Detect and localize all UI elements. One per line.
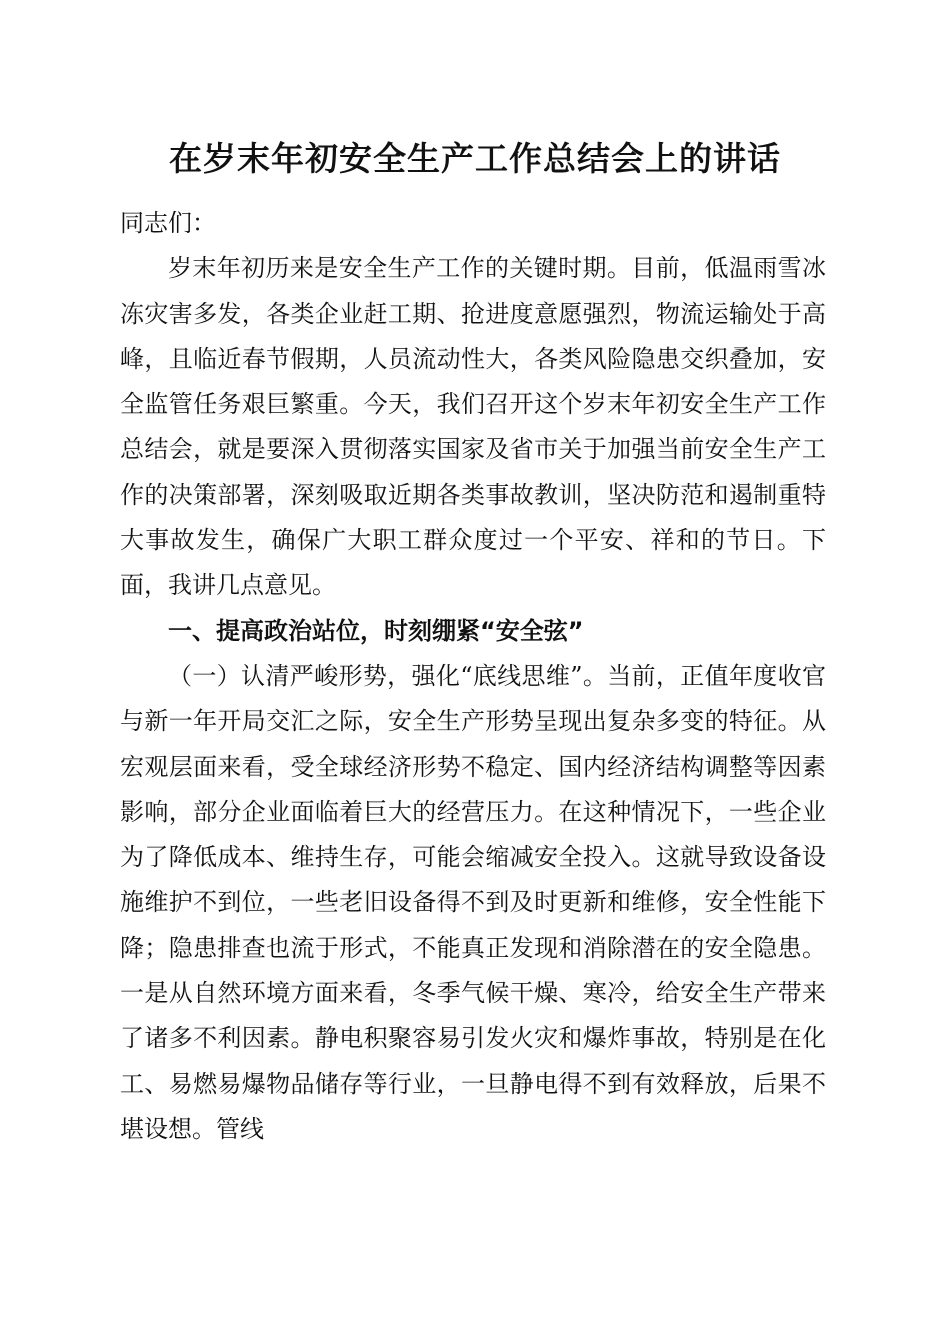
subsection-lead-1: （一）认清严峻形势，强化“底线思维”。 bbox=[168, 661, 608, 690]
subsection-text-1: 当前，正值年度收官与新一年开局交汇之际，安全生产形势呈现出复杂多变的特征。从宏观层面来看，受全球经济形势不稳定、国内经济结构调整等因素影响，部分企业面临着巨大的经营压力。在这种情况下，一些企业为了降低成本、维持生存，可能会缩减安全投入。这就导致设备设施维护不到位，一些老旧设备得不到及时更新和维修，安全性能下降；隐患排查也流于形式，不能真正发现和消除潜在的安全隐患。一是从自然环境方面来看，冬季气候干燥、寒冷，给安全生产带来了诸多不利因素。静电积聚容易引发火灾和爆炸事故，特别是在化工、易燃易爆物品储存等行业，一旦静电得不到有效释放，后果不堪设想。管线 bbox=[120, 661, 827, 1143]
intro-paragraph: 岁末年初历来是安全生产工作的关键时期。目前，低温雨雪冰冻灾害多发，各类企业赶工期、抢进度意愿强烈，物流运输处于高峰，且临近春节假期，人员流动性大，各类风险隐患交织叠加，安全监管任务艰巨繁重。今天，我们召开这个岁末年初安全生产工作总结会，就是要深入贯彻落实国家及省市关于加强当前安全生产工作的决策部署，深刻吸取近期各类事故教训，坚决防范和遏制重特大事故发生，确保广大职工群众度过一个平安、祥和的节日。下面，我讲几点意见。 bbox=[120, 254, 826, 600]
salutation: 同志们： bbox=[120, 209, 216, 237]
document-title: 在岁末年初安全生产工作总结会上的讲话 bbox=[169, 139, 781, 178]
subsection-paragraph-1 bbox=[120, 654, 826, 1152]
document-body bbox=[120, 201, 826, 1152]
section-heading-1: 一、提高政治站位，时刻绷紧“安全弦” bbox=[168, 616, 584, 645]
